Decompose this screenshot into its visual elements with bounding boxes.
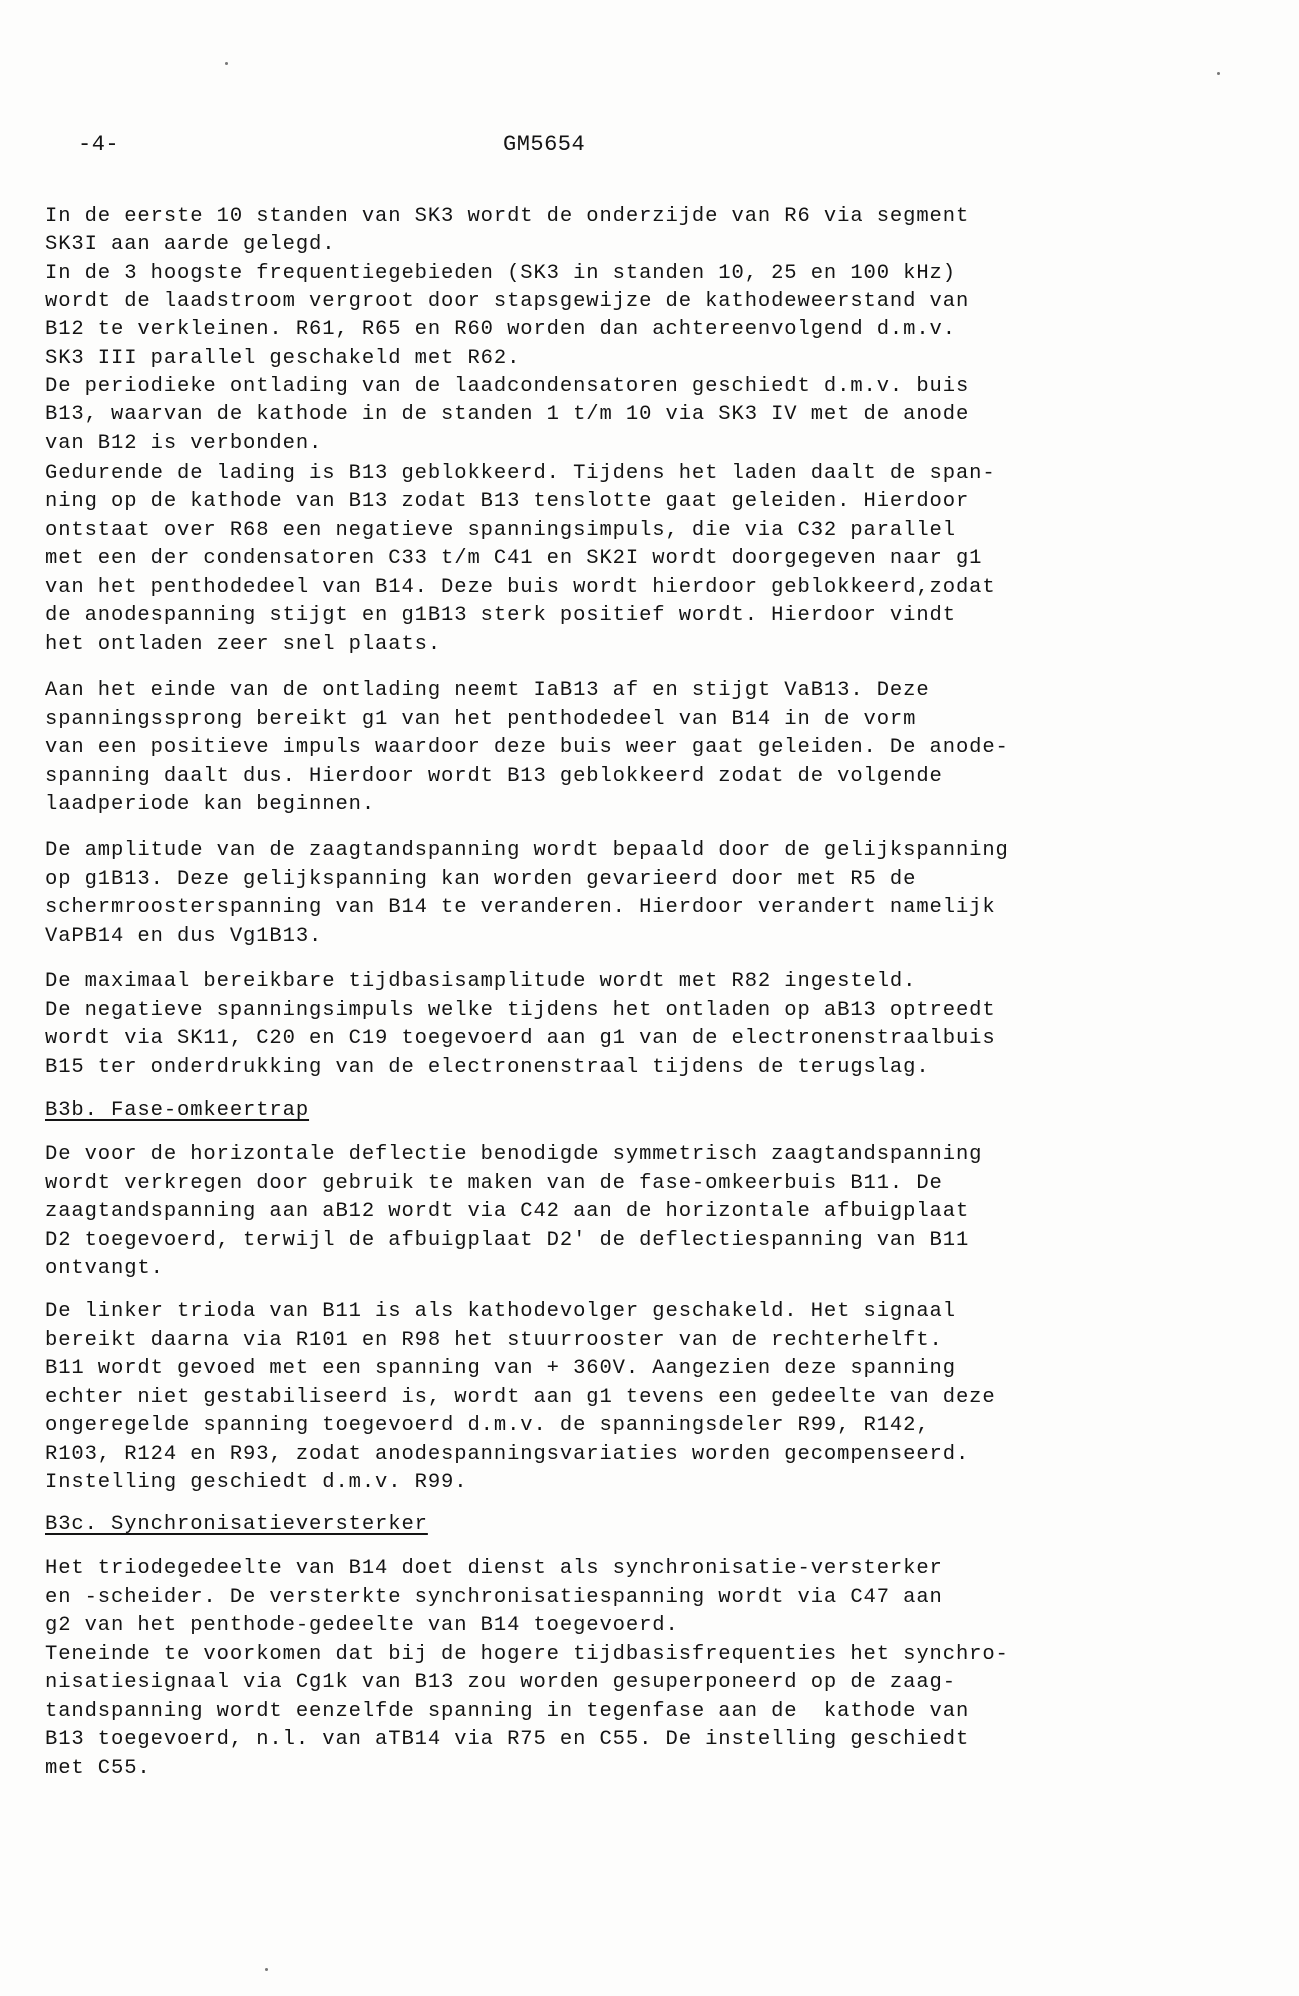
text-line: B11 wordt gevoed met een spanning van + 360V. Aangezien deze spanning <box>45 1357 956 1380</box>
text-line: ongeregelde spanning toegevoerd d.m.v. de spanningsdeler R99, R142, <box>45 1414 930 1437</box>
text-line: Het triodegedeelte van B14 doet dienst als synchronisatie-versterker <box>45 1557 943 1580</box>
text-line: laadperiode kan beginnen. <box>45 793 376 816</box>
page-number: -4- <box>78 132 120 157</box>
text-line: In de eerste 10 standen van SK3 wordt de onderzijde van R6 via segment <box>45 205 970 228</box>
text-line: De maximaal bereikbare tijdbasisamplitude wordt met R82 ingesteld. <box>45 970 917 993</box>
section-heading: B3c. Synchronisatieversterker <box>45 1513 428 1536</box>
text-line: spanning daalt dus. Hierdoor wordt B13 geblokkeerd zodat de volgende <box>45 765 943 788</box>
scan-speck <box>265 1968 268 1971</box>
text-line: In de 3 hoogste frequentiegebieden (SK3 in standen 10, 25 en 100 kHz) <box>45 262 956 285</box>
text-line: van een positieve impuls waardoor deze buis weer gaat geleiden. De anode- <box>45 736 1009 759</box>
text-line: D2 toegevoerd, terwijl de afbuigplaat D2' de deflectiespanning van B11 <box>45 1229 970 1252</box>
text-line: SK3 III parallel geschakeld met R62. <box>45 347 521 370</box>
text-line: en -scheider. De versterkte synchronisatiespanning wordt via C47 aan <box>45 1586 943 1609</box>
scan-speck <box>1217 72 1220 75</box>
text-line: De periodieke ontlading van de laadcondensatoren geschiedt d.m.v. buis <box>45 375 970 398</box>
text-line: de anodespanning stijgt en g1B13 sterk positief wordt. Hierdoor vindt <box>45 604 956 627</box>
text-line: B13, waarvan de kathode in de standen 1 t/m 10 via SK3 IV met de anode <box>45 403 970 426</box>
text-line: echter niet gestabiliseerd is, wordt aan g1 tevens een gedeelte van deze <box>45 1386 996 1409</box>
text-line: VaPB14 en dus Vg1B13. <box>45 925 323 948</box>
text-line: g2 van het penthode-gedeelte van B14 toegevoerd. <box>45 1614 679 1637</box>
text-line: ontstaat over R68 een negatieve spanningsimpuls, die via C32 parallel <box>45 519 956 542</box>
text-line: bereikt daarna via R101 en R98 het stuurrooster van de rechterhelft. <box>45 1329 943 1352</box>
text-line: van het penthodedeel van B14. Deze buis wordt hierdoor geblokkeerd,zodat <box>45 576 996 599</box>
text-line: De amplitude van de zaagtandspanning wordt bepaald door de gelijkspanning <box>45 839 1009 862</box>
text-line: wordt verkregen door gebruik te maken van de fase-omkeerbuis B11. De <box>45 1172 943 1195</box>
document-code: GM5654 <box>503 132 586 157</box>
text-line: B12 te verkleinen. R61, R65 en R60 worden dan achtereenvolgend d.m.v. <box>45 318 956 341</box>
text-line: tandspanning wordt eenzelfde spanning in tegenfase aan de kathode van <box>45 1700 970 1723</box>
text-line: R103, R124 en R93, zodat anodespanningsvariaties worden gecompenseerd. <box>45 1443 970 1466</box>
text-line: Teneinde te voorkomen dat bij de hogere tijdbasisfrequenties het synchro- <box>45 1643 1009 1666</box>
text-line: De negatieve spanningsimpuls welke tijdens het ontladen op aB13 optreedt <box>45 999 996 1022</box>
text-line: Aan het einde van de ontlading neemt IaB13 af en stijgt VaB13. Deze <box>45 679 930 702</box>
section-heading: B3b. Fase-omkeertrap <box>45 1099 310 1122</box>
text-line: schermroosterspanning van B14 te veranderen. Hierdoor verandert namelijk <box>45 896 996 919</box>
text-line: nisatiesignaal via Cg1k van B13 zou worden gesuperponeerd op de zaag- <box>45 1671 956 1694</box>
text-line: met C55. <box>45 1757 151 1780</box>
text-line: B15 ter onderdrukking van de electronenstraal tijdens de terugslag. <box>45 1056 930 1079</box>
text-line: ontvangt. <box>45 1257 164 1280</box>
text-line: met een der condensatoren C33 t/m C41 en SK2I wordt doorgegeven naar g1 <box>45 547 983 570</box>
text-line: wordt via SK11, C20 en C19 toegevoerd aan g1 van de electronenstraalbuis <box>45 1027 996 1050</box>
text-line: De voor de horizontale deflectie benodigde symmetrisch zaagtandspanning <box>45 1143 983 1166</box>
text-line: Gedurende de lading is B13 geblokkeerd. Tijdens het laden daalt de span- <box>45 462 996 485</box>
text-line: zaagtandspanning aan aB12 wordt via C42 aan de horizontale afbuigplaat <box>45 1200 970 1223</box>
text-line: het ontladen zeer snel plaats. <box>45 633 442 656</box>
text-line: spanningssprong bereikt g1 van het penthodedeel van B14 in de vorm <box>45 708 917 731</box>
scan-speck <box>225 62 228 65</box>
text-line: van B12 is verbonden. <box>45 432 323 455</box>
text-line: B13 toegevoerd, n.l. van aTB14 via R75 en C55. De instelling geschiedt <box>45 1728 970 1751</box>
text-line: op g1B13. Deze gelijkspanning kan worden gevarieerd door met R5 de <box>45 868 917 891</box>
text-line: SK3I aan aarde gelegd. <box>45 233 336 256</box>
text-line: De linker trioda van B11 is als kathodevolger geschakeld. Het signaal <box>45 1300 956 1323</box>
text-line: ning op de kathode van B13 zodat B13 tenslotte gaat geleiden. Hierdoor <box>45 490 970 513</box>
text-line: Instelling geschiedt d.m.v. R99. <box>45 1471 468 1494</box>
text-line: wordt de laadstroom vergroot door stapsgewijze de kathodeweerstand van <box>45 290 970 313</box>
